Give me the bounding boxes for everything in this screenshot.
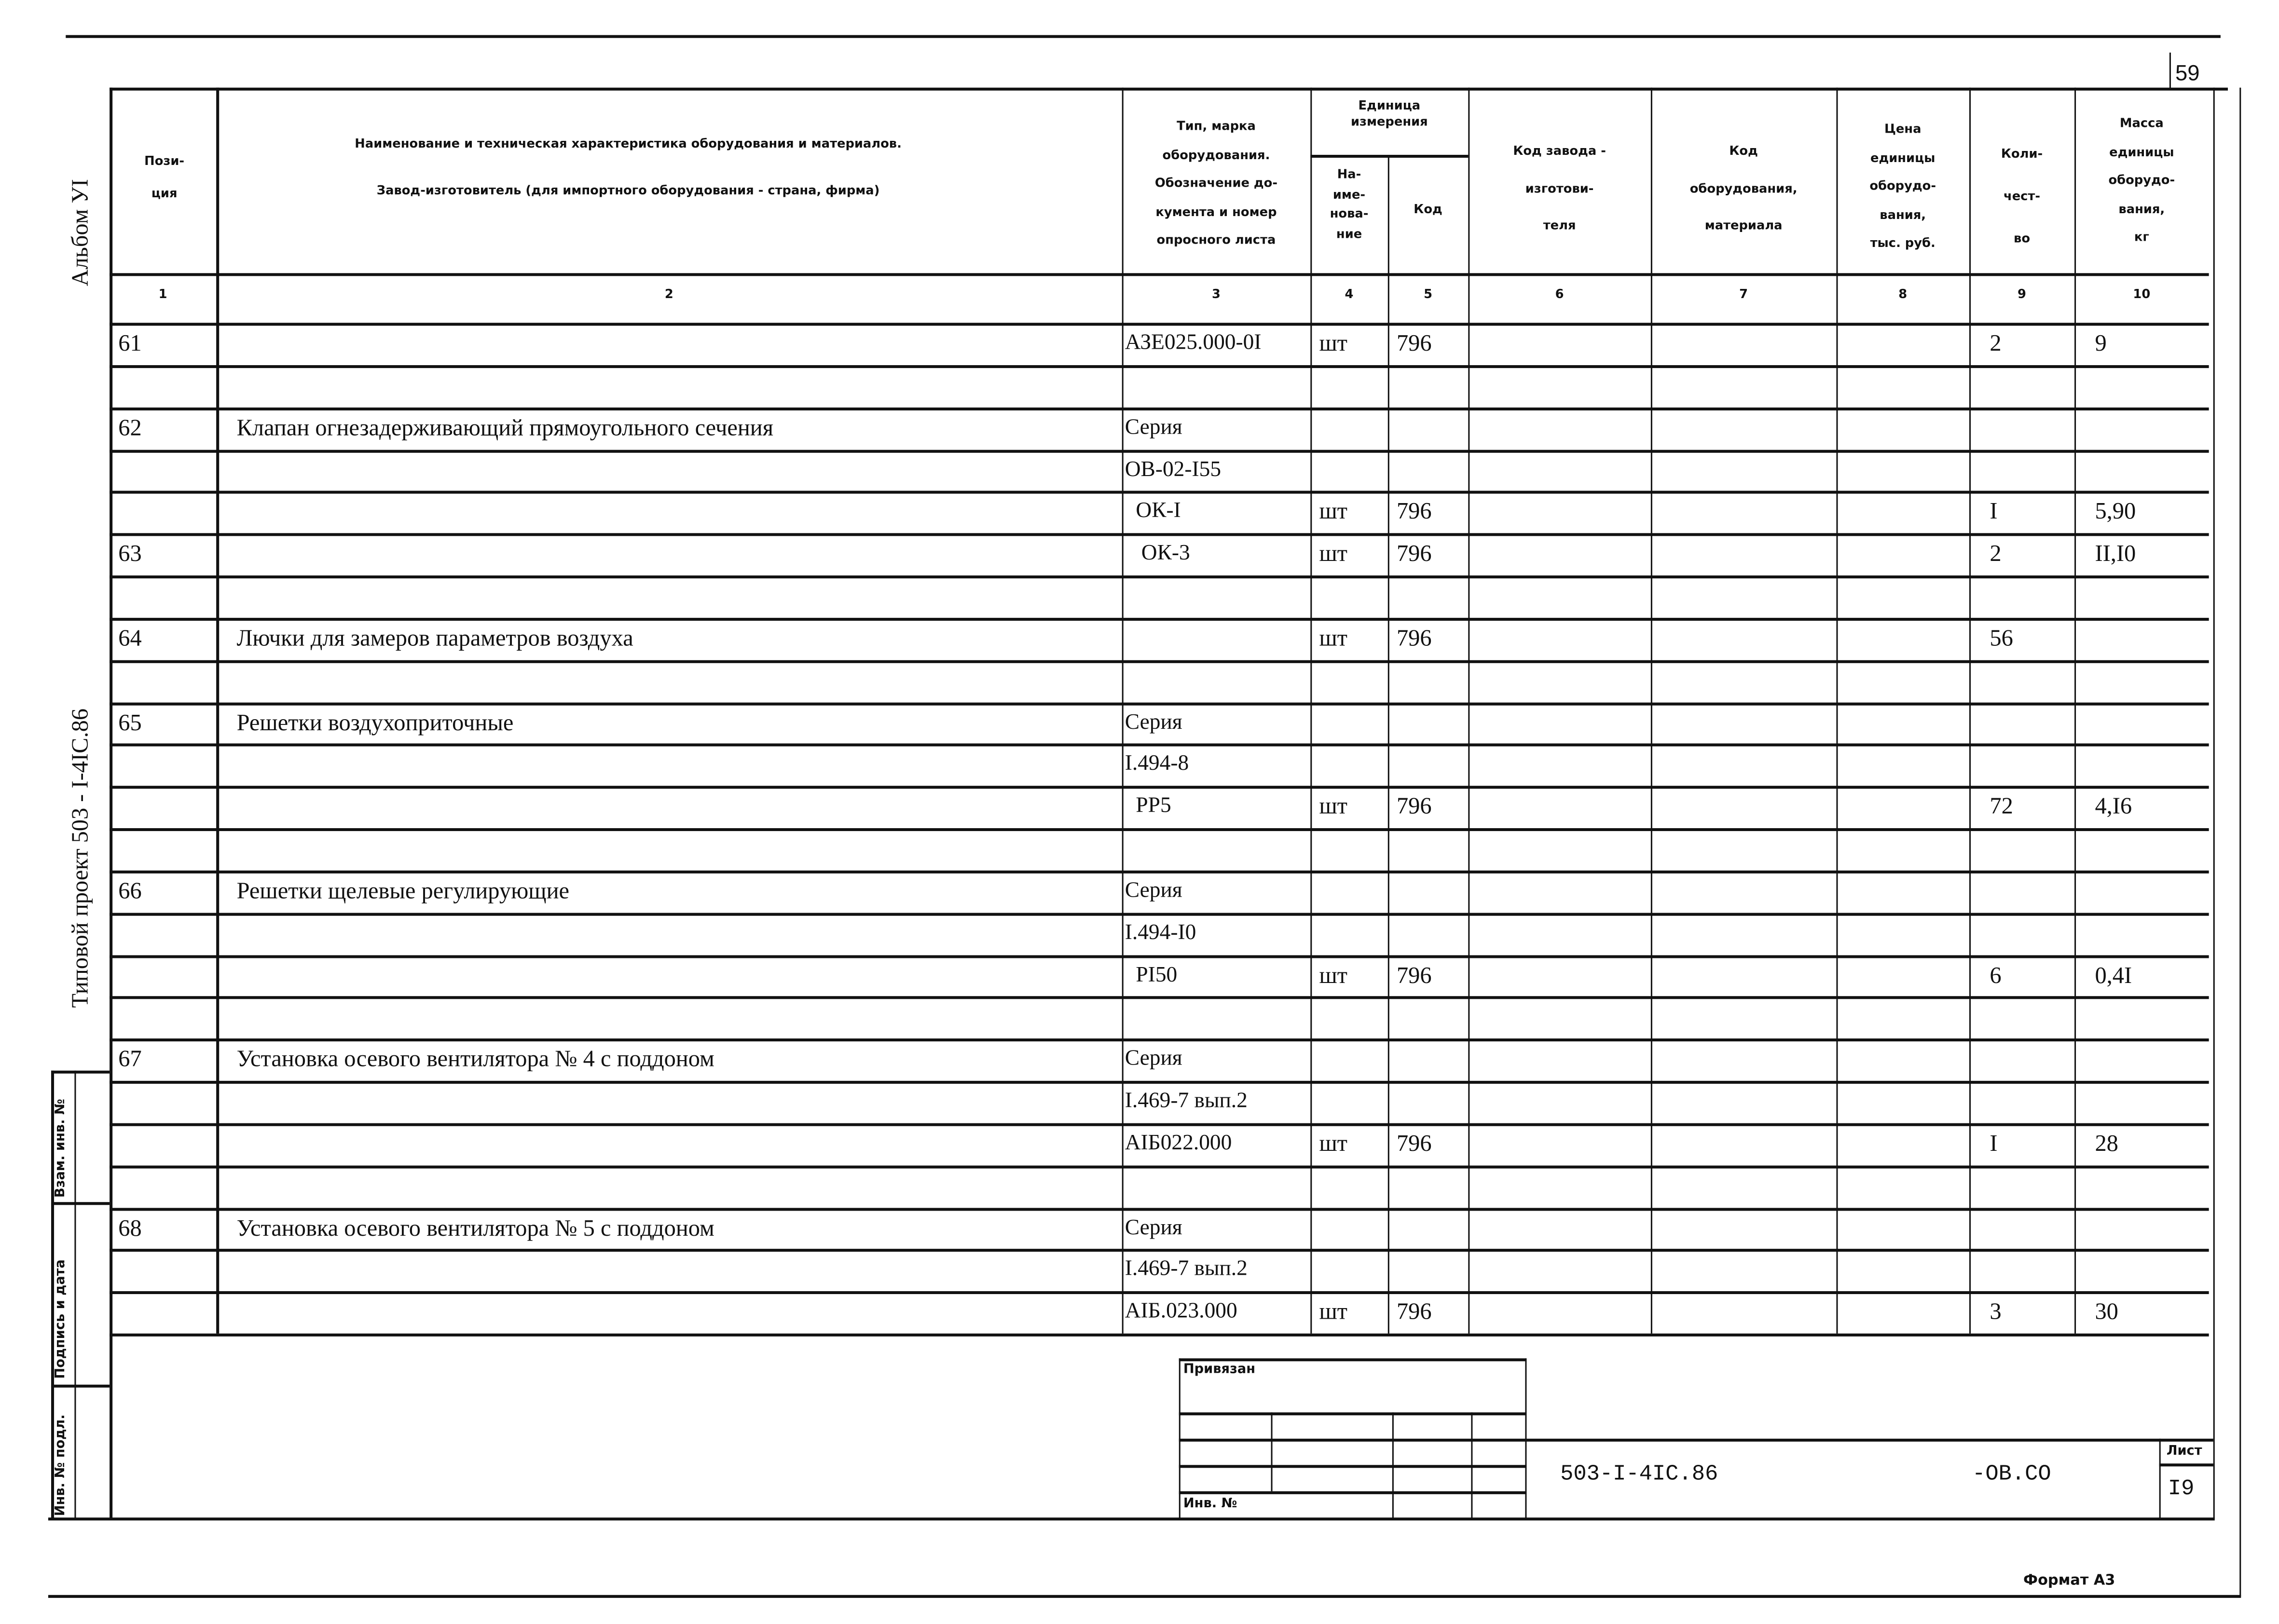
cell-position: 64 [118, 626, 142, 652]
table-row [0, 747, 2213, 789]
column-number: 5 [1424, 287, 1433, 302]
table-row [0, 873, 2213, 915]
cell-type-designation: РР5 [1125, 794, 1171, 819]
stamp-label-replace-inv: Взам. инв. № [54, 1099, 69, 1198]
cell-quantity: 2 [1990, 542, 2002, 567]
cell-type-designation: ОК-3 [1125, 542, 1190, 566]
cell-unit-code: 796 [1396, 626, 1432, 652]
table-row [0, 1042, 2213, 1084]
cell-unit-name: шт [1319, 331, 1347, 356]
cell-type-designation: ОВ-02-I55 [1125, 458, 1222, 481]
table-row [0, 831, 2213, 873]
cell-type-designation: Серия [1125, 710, 1182, 734]
cell-type-designation: АЗЕ025.000-0I [1125, 331, 1262, 355]
cell-type-designation: I.494-8 [1125, 752, 1189, 776]
cell-unit-code: 796 [1396, 963, 1432, 988]
cell-quantity: 56 [1990, 626, 2013, 652]
cell-name: Лючки для замеров параметров воздуха [236, 626, 633, 652]
cell-position: 68 [118, 1215, 142, 1241]
cell-name: Решетки воздухоприточные [236, 710, 514, 736]
project-label: Типовой проект 503 - I-4IС.86 [69, 708, 94, 1008]
cell-unit-mass: 4,I6 [2095, 794, 2132, 820]
attached-line [1179, 1491, 1527, 1494]
attached-line [1179, 1465, 1527, 1468]
table-row [0, 1210, 2213, 1252]
cell-position: 61 [118, 331, 142, 356]
sheet-number: I9 [2168, 1476, 2195, 1501]
column-number: 1 [158, 287, 167, 302]
sheet-corner-number: 59 [2175, 61, 2200, 86]
cell-unit-name: шт [1319, 1300, 1347, 1325]
header-bottom-line [110, 273, 2209, 276]
sheet-label: Лист [2166, 1444, 2202, 1460]
cell-type-designation: АIБ022.000 [1125, 1132, 1232, 1155]
cell-quantity: I [1990, 1132, 1998, 1157]
cell-unit-name: шт [1319, 542, 1347, 567]
header-manufacturer-code: Код завода - изготови- теля [1513, 144, 1606, 234]
table-row [0, 999, 2213, 1041]
header-quantity: Коли- чест- во [2001, 147, 2043, 247]
table-row [0, 620, 2213, 662]
attached-col-line [1271, 1412, 1273, 1491]
header-unit-price: Цена единицы оборудо- вания, тыс. руб. [1869, 123, 1936, 252]
cell-quantity: 3 [1990, 1300, 2002, 1325]
table-row [0, 326, 2213, 368]
cell-quantity: 72 [1990, 794, 2013, 820]
cell-unit-mass: 30 [2095, 1300, 2118, 1325]
corner-box-line [2169, 53, 2171, 89]
table-row [0, 957, 2213, 999]
cell-position: 66 [118, 879, 142, 904]
table-row [0, 452, 2213, 494]
column-number: 8 [1898, 287, 1908, 302]
frame-bottom-line [48, 1595, 2241, 1598]
attached-label: Привязан [1183, 1363, 1256, 1378]
column-number: 10 [2133, 287, 2151, 302]
cell-quantity: 2 [1990, 331, 2002, 356]
cell-quantity: I [1990, 500, 1998, 525]
cell-unit-name: шт [1319, 963, 1347, 988]
format-label: Формат А3 [2023, 1573, 2115, 1589]
attached-box-top [1179, 1358, 1527, 1361]
cell-unit-code: 796 [1396, 1132, 1432, 1157]
cell-name: Решетки щелевые регулирующие [236, 879, 570, 904]
cell-quantity: 6 [1990, 963, 2002, 988]
attached-line [1179, 1412, 1527, 1415]
sheet-box-line [2159, 1439, 2161, 1519]
table-row [0, 1252, 2213, 1294]
cell-position: 62 [118, 415, 142, 441]
table-row [0, 1126, 2213, 1168]
table-right-border [2213, 88, 2215, 1519]
cell-unit-code: 796 [1396, 794, 1432, 820]
table-row [0, 915, 2213, 957]
header-unit-code: Код [1414, 203, 1442, 218]
cell-unit-code: 796 [1396, 1300, 1432, 1325]
cell-unit-mass: 5,90 [2095, 500, 2136, 525]
document-suffix: -ОВ.СО [1972, 1462, 2051, 1487]
table-bottom-border [48, 1517, 2215, 1520]
column-number: 6 [1555, 287, 1564, 302]
header-manufacturer: Завод-изготовитель (для импортного оборудования - страна, фирма) [376, 184, 880, 199]
cell-unit-mass: II,I0 [2095, 542, 2136, 567]
cell-unit-mass: 28 [2095, 1132, 2118, 1157]
cell-position: 63 [118, 542, 142, 567]
header-equipment-code: Код оборудования, материала [1689, 144, 1798, 234]
cell-unit-code: 796 [1396, 542, 1432, 567]
header-position: Пози- ция [144, 154, 185, 202]
sheet-box-line [2159, 1463, 2213, 1466]
cell-unit-mass: 9 [2095, 331, 2107, 356]
table-row [0, 494, 2213, 536]
stamp-label-original-inv: Инв. № подл. [54, 1414, 69, 1516]
frame-top-line [66, 35, 2221, 38]
cell-name: Установка осевого вентилятора № 4 с поддоном [236, 1047, 714, 1073]
album-label: Альбом УI [69, 179, 94, 287]
cell-unit-name: шт [1319, 794, 1347, 820]
attached-col-line [1392, 1412, 1394, 1519]
column-number: 4 [1345, 287, 1354, 302]
header-unit-name: На- име- нова- ние [1330, 168, 1369, 243]
attached-col-line [1471, 1412, 1473, 1519]
table-row [0, 1168, 2213, 1210]
table-row [0, 536, 2213, 578]
table-row [0, 705, 2213, 747]
cell-unit-mass: 0,4I [2095, 963, 2132, 988]
cell-unit-name: шт [1319, 626, 1347, 652]
inv-number-label: Инв. № [1183, 1497, 1237, 1512]
column-number: 7 [1739, 287, 1748, 302]
cell-type-designation: I.469-7 вып.2 [1125, 1090, 1248, 1113]
title-block-top-line [1179, 1439, 2213, 1442]
document-designation: 503-I-4IС.86 [1560, 1462, 1718, 1487]
table-row [0, 368, 2213, 410]
column-number: 3 [1211, 287, 1221, 302]
table-row [0, 1084, 2213, 1126]
cell-position: 65 [118, 710, 142, 736]
stamp-line [51, 1385, 110, 1388]
column-number: 2 [664, 287, 673, 302]
table-row [0, 663, 2213, 705]
cell-unit-name: шт [1319, 500, 1347, 525]
header-name: Наименование и техническая характеристика оборудования и материалов. [355, 137, 902, 152]
table-row [0, 578, 2213, 620]
cell-type-designation: ОК-I [1125, 500, 1181, 524]
header-unit-group: Единица измерения [1350, 99, 1428, 130]
column-number: 9 [2018, 287, 2026, 302]
cell-position: 67 [118, 1047, 142, 1073]
cell-unit-name: шт [1319, 1132, 1347, 1157]
cell-unit-code: 796 [1396, 331, 1432, 356]
header-unit-mass: Масса единицы оборудо- вания, кг [2108, 117, 2175, 246]
table-row [0, 1294, 2213, 1336]
cell-type-designation: Серия [1125, 1047, 1182, 1071]
table-row [0, 410, 2213, 452]
cell-type-designation: I.494-I0 [1125, 921, 1196, 945]
cell-type-designation: АIБ.023.000 [1125, 1300, 1237, 1324]
table-top-border [110, 88, 2228, 91]
cell-type-designation: Серия [1125, 879, 1182, 902]
table-row [0, 789, 2213, 831]
stamp-label-signature-date: Подпись и дата [54, 1259, 69, 1379]
header-type: Тип, марка оборудования. Обозначение до- кумента и номер опросного листа [1154, 120, 1278, 249]
cell-unit-code: 796 [1396, 500, 1432, 525]
cell-name: Установка осевого вентилятора № 5 с поддоном [236, 1215, 714, 1241]
cell-type-designation: Серия [1125, 415, 1182, 439]
cell-type-designation: РI50 [1125, 963, 1178, 987]
cell-type-designation: Серия [1125, 1215, 1182, 1240]
cell-name: Клапан огнезадерживающий прямоугольного сечения [236, 415, 774, 441]
cell-type-designation: I.469-7 вып.2 [1125, 1258, 1248, 1282]
frame-right-line [2239, 88, 2241, 1597]
